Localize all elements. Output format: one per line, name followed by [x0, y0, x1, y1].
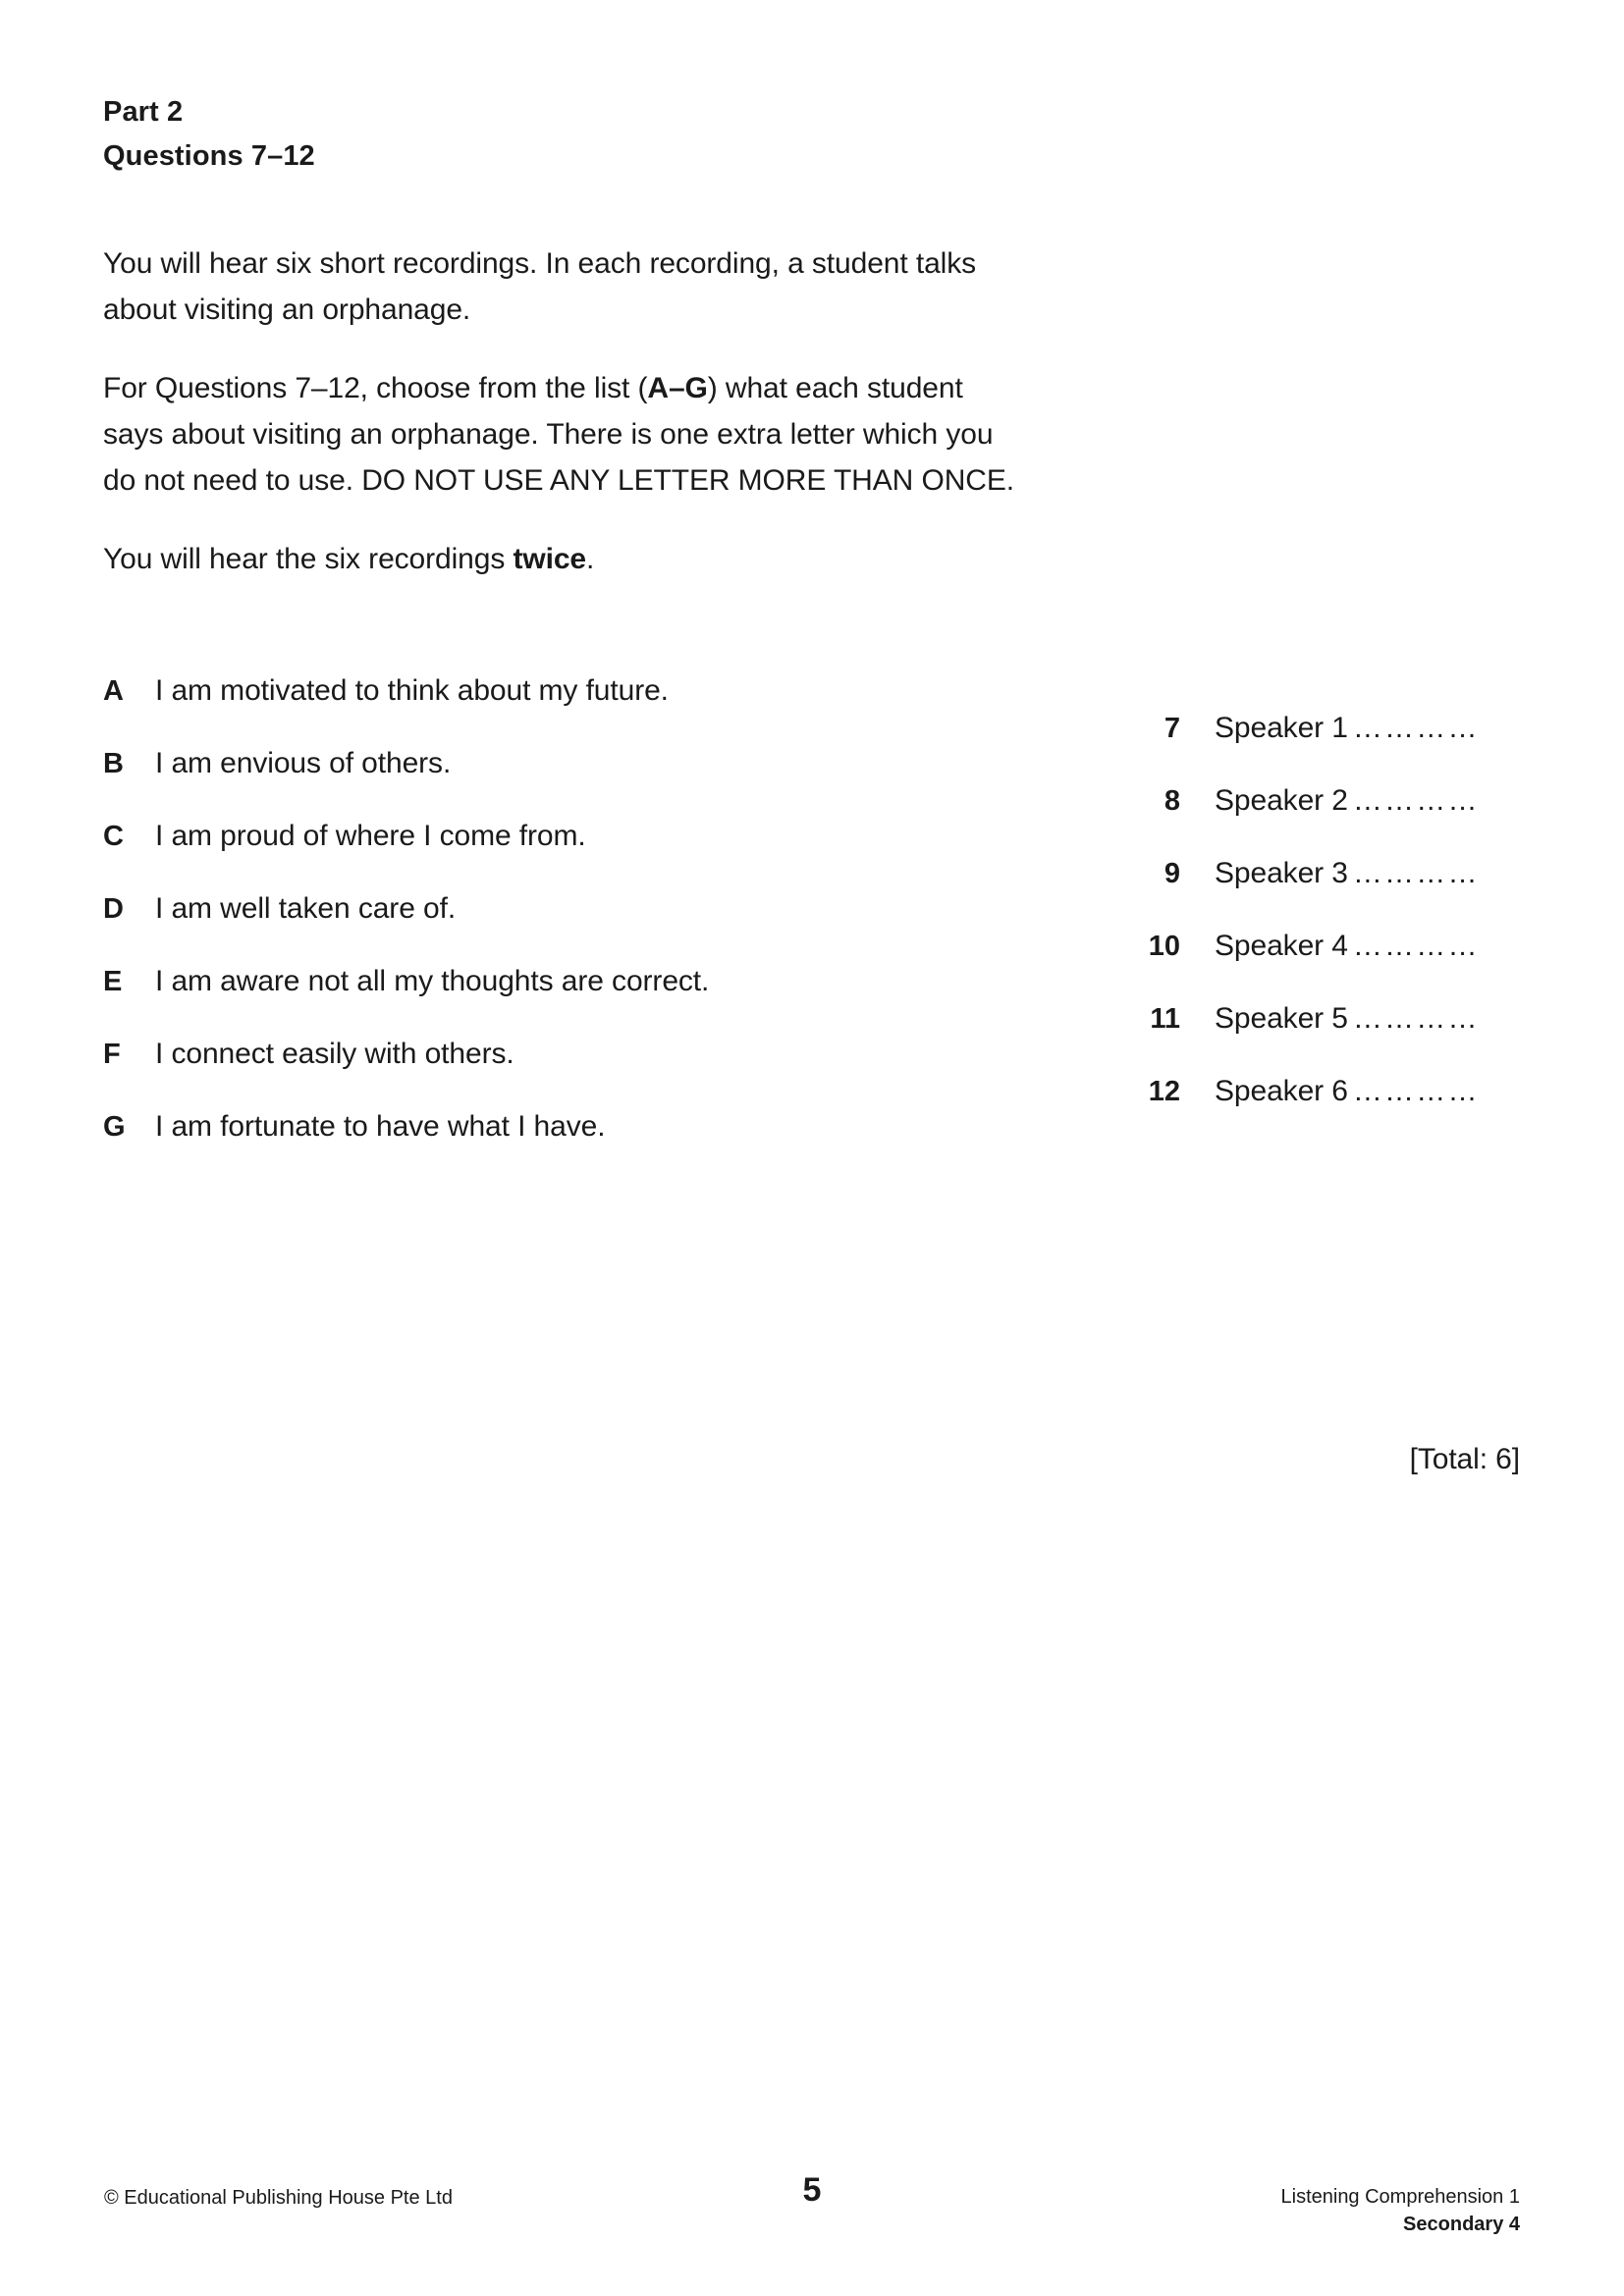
instructions-text-before: For Questions 7–12, choose from the list ( [103, 372, 648, 404]
speaker-label-3: Speaker 3 [1215, 857, 1348, 889]
footer-exam-info [1281, 2183, 1521, 2238]
option-letter-c: C [103, 821, 124, 852]
answer-blank-9[interactable]: ………… [1352, 857, 1480, 889]
answer-blank-7[interactable]: ………… [1352, 712, 1480, 744]
speaker-row-12 [1119, 1072, 1522, 1145]
speaker-label-2: Speaker 2 [1215, 784, 1348, 817]
answer-blank-10[interactable]: ………… [1352, 930, 1480, 962]
speaker-label-1: Speaker 1 [1215, 712, 1348, 744]
options-list [103, 671, 790, 1180]
footer-level: Secondary 4 [1403, 2214, 1520, 2235]
twice-note [103, 536, 1016, 582]
option-letter-e: E [103, 966, 123, 997]
question-number-11: 11 [1150, 1003, 1180, 1035]
questions-heading: Questions 7–12 [103, 140, 315, 172]
footer-page-number: 5 [802, 2171, 822, 2209]
option-text-f: I connect easily with others. [155, 1038, 514, 1070]
letter-range-bold: A–G [647, 372, 708, 404]
option-row-d [103, 889, 790, 962]
option-row-b [103, 744, 790, 817]
option-letter-a: A [103, 675, 124, 707]
option-row-c [103, 817, 790, 889]
intro-paragraph: You will hear six short recordings. In each recording, a student talks about visiting an orphanage. [103, 247, 977, 326]
twice-note-after: . [586, 543, 595, 575]
twice-bold-word: twice [513, 543, 587, 575]
part-heading: Part 2 [103, 96, 184, 128]
answer-blank-12[interactable]: ………… [1352, 1075, 1480, 1107]
option-text-e: I am aware not all my thoughts are correct. [155, 965, 710, 997]
option-text-a: I am motivated to think about my future. [155, 674, 669, 707]
option-text-c: I am proud of where I come from. [155, 820, 586, 852]
option-text-b: I am envious of others. [155, 747, 452, 779]
footer-paper-name: Listening Comprehension 1 [1280, 2186, 1520, 2208]
question-number-10: 10 [1148, 931, 1180, 962]
page-title [103, 90, 1085, 179]
speaker-row-7 [1119, 709, 1522, 781]
speaker-row-10 [1119, 927, 1522, 999]
question-number-7: 7 [1164, 713, 1180, 744]
speaker-label-4: Speaker 4 [1215, 930, 1348, 962]
answer-blank-11[interactable]: ………… [1352, 1002, 1480, 1035]
answer-blank-8[interactable]: ………… [1352, 784, 1480, 817]
twice-note-before: You will hear the six recordings [103, 543, 514, 575]
speaker-label-5: Speaker 5 [1215, 1002, 1348, 1035]
speaker-row-11 [1119, 999, 1522, 1072]
speaker-row-8 [1119, 781, 1522, 854]
speaker-label-6: Speaker 6 [1215, 1075, 1348, 1107]
total-marks: [Total: 6] [1409, 1443, 1520, 1475]
option-row-a [103, 671, 790, 744]
option-row-e [103, 962, 790, 1035]
option-letter-f: F [103, 1039, 121, 1070]
footer-copyright: © Educational Publishing House Pte Ltd [104, 2187, 453, 2209]
option-row-f [103, 1035, 790, 1107]
option-letter-b: B [103, 748, 124, 779]
option-letter-g: G [103, 1111, 126, 1143]
question-number-8: 8 [1164, 785, 1180, 817]
option-letter-d: D [103, 893, 124, 925]
question-number-12: 12 [1148, 1076, 1180, 1107]
speaker-row-9 [1119, 854, 1522, 927]
speaker-answer-list [1119, 709, 1522, 1145]
option-text-d: I am well taken care of. [155, 892, 457, 925]
instructions-text-after: ) what each student says about visiting an orphanage. There is one extra letter which you do not need to use. DO NOT USE ANY LETTER MORE THAN ONCE. [103, 372, 1014, 497]
option-row-g [103, 1107, 790, 1180]
option-text-g: I am fortunate to have what I have. [155, 1110, 606, 1143]
instructions-paragraph [103, 365, 1016, 504]
question-number-9: 9 [1164, 858, 1180, 889]
